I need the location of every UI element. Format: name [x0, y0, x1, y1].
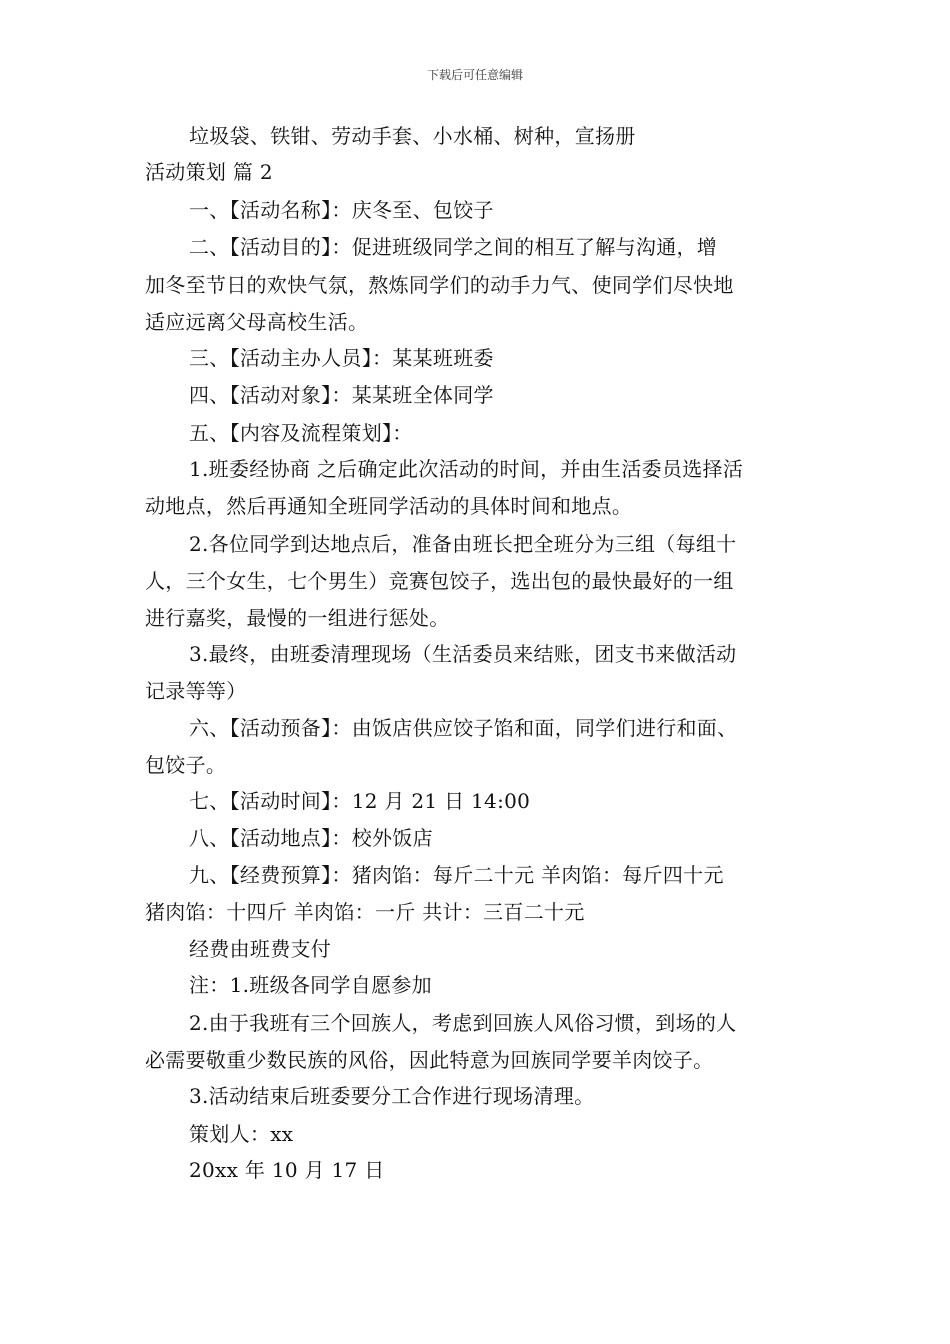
text-line: 必需要敬重少数民族的风俗，因此特意为回族同学要羊肉饺子。	[145, 1048, 714, 1072]
text-line: 猪肉馅：十四斤 羊肉馅：一斤 共计：三百二十元	[145, 900, 585, 924]
text-line: 五、【内容及流程策划】：	[189, 421, 413, 445]
date-line: 20xx 年 10 月 17 日	[189, 1158, 385, 1182]
text-line: 动地点，然后再通知全班同学活动的具体时间和地点。	[145, 494, 633, 518]
text-line: 垃圾袋、铁钳、劳动手套、小水桶、树种，宣扬册	[189, 124, 636, 148]
text-line: 二、【活动目的】：促进班级同学之间的相互了解与沟通，增	[189, 235, 718, 259]
text-line: 2.各位同学到达地点后，准备由班长把全班分为三组（每组十	[189, 532, 737, 556]
text-line: 九、【经费预算】：猪肉馅：每斤二十元 羊肉馅：每斤四十元	[189, 863, 724, 887]
text-line: 2.由于我班有三个回族人，考虑到回族人风俗习惯，到场的人	[189, 1011, 737, 1035]
text-line: 六、【活动预备】：由饭店供应饺子馅和面，同学们进行和面、	[189, 716, 738, 740]
text-line: 加冬至节日的欢快气氛，熬炼同学们的动手力气、使同学们尽快地	[145, 273, 734, 297]
text-line: 3.活动结束后班委要分工合作进行现场清理。	[189, 1084, 595, 1108]
text-line: 1.班委经协商 之后确定此次活动的时间，并由生活委员选择活	[189, 457, 744, 481]
text-line: 进行嘉奖，最慢的一组进行惩处。	[145, 606, 450, 630]
planner-line: 策划人：xx	[189, 1122, 294, 1146]
section-title: 活动策划 篇 2	[145, 160, 273, 184]
text-line: 记录等等）	[145, 679, 247, 703]
page-header: 下载后可任意编辑	[426, 68, 523, 82]
text-line: 适应远离父母高校生活。	[145, 310, 369, 334]
text-line: 七、【活动时间】：12 月 21 日 14:00	[189, 789, 531, 813]
text-line: 经费由班费支付	[189, 937, 332, 961]
text-line: 注：1.班级各同学自愿参加	[189, 973, 432, 997]
text-line: 一、【活动名称】：庆冬至、包饺子	[189, 198, 494, 222]
text-line: 三、【活动主办人员】：某某班班委	[189, 346, 494, 370]
text-line: 四、【活动对象】：某某班全体同学	[189, 383, 494, 407]
text-line: 包饺子。	[145, 753, 227, 777]
text-line: 3.最终，由班委清理现场（生活委员来结账，团支书来做活动	[189, 642, 737, 666]
text-line: 人，三个女生，七个男生）竞赛包饺子，选出包的最快最好的一组	[145, 569, 734, 593]
text-line: 八、【活动地点】：校外饭店	[189, 826, 433, 850]
